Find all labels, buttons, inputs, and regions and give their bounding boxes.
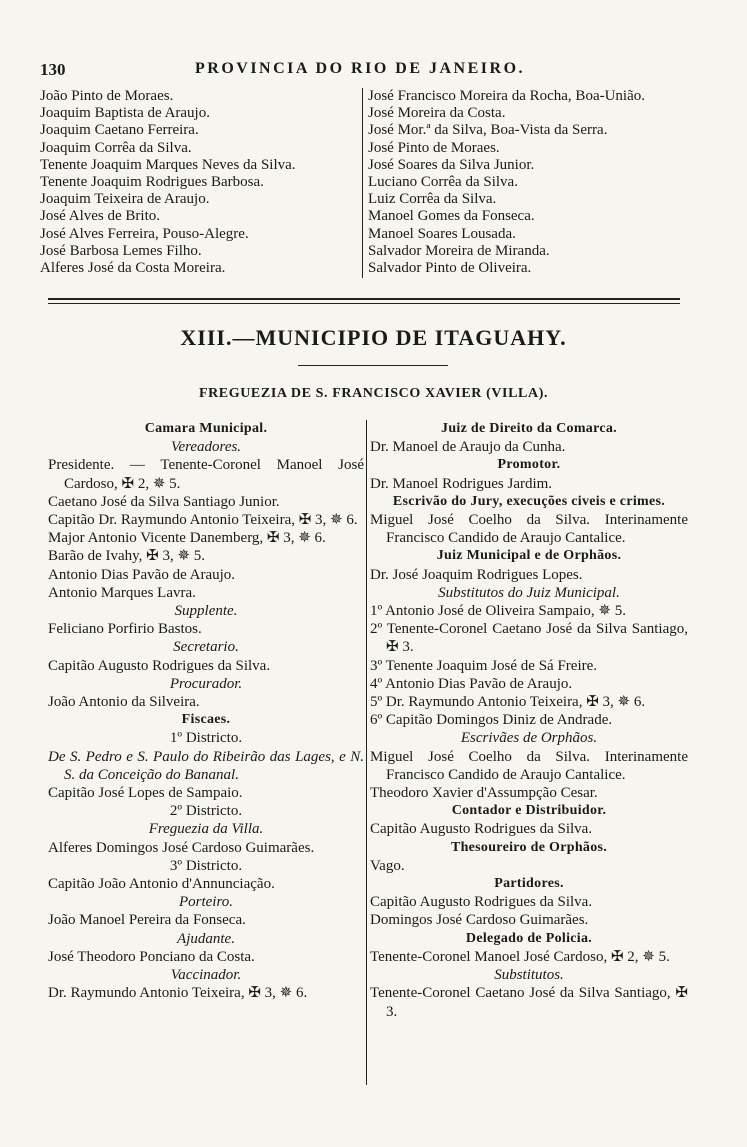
- name-entry: João Pinto de Moraes.: [40, 88, 174, 104]
- name-entry: Capitão Augusto Rodrigues da Silva.: [370, 894, 593, 911]
- office-heading: Escrivão do Jury, execuções civeis e crimes.: [392, 493, 666, 509]
- name-entry: 3º Tenente Joaquim José de Sá Freire.: [370, 657, 598, 674]
- name-entry: Domingos José Cardoso Guimarães.: [370, 912, 589, 929]
- office-heading: Delegado de Policia.: [465, 930, 593, 946]
- name-entry: Alferes José da Costa Moreira.: [40, 260, 226, 277]
- name-entry: Presidente. — Tenente-Coronel Manoel José Cardoso, ✠ 2, ✵ 5.: [48, 457, 364, 492]
- name-entry: De S. Pedro e S. Paulo do Ribeirão das Lages, e N. S. da Conceição do Bananal.: [48, 748, 364, 783]
- name-entry: 2º Tenente-Coronel Caetano José da Silva Santiago, ✠ 3.: [370, 621, 688, 656]
- name-entry: José Soares da Silva Junior.: [368, 156, 535, 173]
- name-entry: Joaquim Baptista de Araujo.: [40, 105, 210, 122]
- name-entry: José Mor.ª da Silva, Boa-Vista da Serra.: [368, 122, 608, 139]
- name-entry: Dr. José Joaquim Rodrigues Lopes.: [370, 566, 583, 583]
- name-entry: Joaquim Corrêa da Silva.: [40, 139, 192, 156]
- name-entry: Dr. Manoel Rodrigues Jardim.: [370, 475, 553, 492]
- name-entry: José Alves Ferreira, Pouso-Alegre.: [40, 225, 249, 242]
- column-divider-main: [366, 420, 367, 1085]
- name-entry: Capitão João Antonio d'Annunciação.: [48, 876, 275, 893]
- name-entry: Barão de Ivahy, ✠ 3, ✵ 5.: [48, 548, 206, 565]
- name-entry: Salvador Pinto de Oliveira.: [368, 260, 532, 277]
- role-subheading: Vereadores.: [170, 439, 242, 456]
- name-entry: Tenente Joaquim Marques Neves da Silva.: [40, 156, 296, 173]
- section-rule: [298, 365, 448, 366]
- role-subheading: Ajudante.: [177, 930, 235, 947]
- role-subheading: Freguezia da Villa.: [148, 821, 264, 838]
- role-subheading: 3º Districto.: [169, 857, 243, 874]
- role-subheading: Escrivães de Orphãos.: [460, 730, 598, 747]
- name-entry: Dr. Manoel de Araujo da Cunha.: [370, 439, 566, 456]
- role-subheading: Procurador.: [169, 675, 243, 692]
- page-number: 130: [40, 60, 66, 79]
- office-heading: Camara Municipal.: [144, 421, 268, 436]
- role-subheading: Substitutos do Juiz Municipal.: [438, 584, 620, 601]
- office-heading: Partidores.: [494, 876, 564, 892]
- running-head: PROVINCIA DO RIO DE JANEIRO.: [194, 60, 526, 77]
- name-entry: Tenente-Coronel Caetano José da Silva Santiago, ✠ 3.: [370, 985, 688, 1020]
- name-entry: José Theodoro Ponciano da Costa.: [48, 948, 255, 965]
- role-subheading: 1º Districto.: [169, 730, 243, 747]
- name-entry: José Barbosa Lemes Filho.: [40, 242, 202, 259]
- column-divider-top: [362, 88, 363, 278]
- role-subheading: Supplente.: [174, 603, 238, 620]
- freguezia-title: FREGUEZIA DE S. FRANCISCO XAVIER (VILLA).: [198, 386, 549, 401]
- name-entry: Miguel José Coelho da Silva. Interinamente Francisco Candido de Araujo Cantalice.: [370, 512, 688, 547]
- top-right-name-list: [368, 88, 688, 277]
- name-entry: 4º Antonio Dias Pavão de Araujo.: [370, 675, 573, 692]
- name-entry: 5º Dr. Raymundo Antonio Teixeira, ✠ 3, ✵ 6.: [370, 694, 646, 711]
- name-entry: José Francisco Moreira da Rocha, Boa-União.: [368, 88, 646, 104]
- office-heading: Fiscaes.: [181, 712, 231, 728]
- role-subheading: Secretario.: [173, 639, 239, 656]
- office-heading: Contador e Distribuidor.: [451, 803, 607, 819]
- name-entry: Capitão Augusto Rodrigues da Silva.: [370, 821, 593, 838]
- double-rule-top: [48, 298, 680, 300]
- name-entry: Miguel José Coelho da Silva. Interinamente Francisco Candido de Araujo Cantalice.: [370, 748, 688, 783]
- office-heading: Thesoureiro de Orphãos.: [450, 839, 608, 855]
- name-entry: Joaquim Caetano Ferreira.: [40, 122, 199, 139]
- name-entry: Salvador Moreira de Miranda.: [368, 242, 550, 259]
- page-header: [40, 60, 680, 82]
- name-entry: 6º Capitão Domingos Diniz de Andrade.: [370, 712, 613, 729]
- name-entry: Luiz Corrêa da Silva.: [368, 191, 497, 208]
- name-entry: Dr. Raymundo Antonio Teixeira, ✠ 3, ✵ 6.: [48, 985, 308, 1002]
- name-entry: Luciano Corrêa da Silva.: [368, 174, 518, 191]
- name-entry: Vago.: [370, 857, 405, 874]
- name-entry: Feliciano Porfirio Bastos.: [48, 621, 202, 638]
- name-entry: Theodoro Xavier d'Assumpção Cesar.: [370, 785, 598, 802]
- name-entry: Capitão Dr. Raymundo Antonio Teixeira, ✠ 3, ✵ 6.: [48, 512, 358, 529]
- name-entry: Antonio Marques Lavra.: [48, 584, 196, 601]
- name-entry: Alferes Domingos José Cardoso Guimarães.: [48, 839, 315, 856]
- office-heading: Promotor.: [497, 457, 561, 473]
- name-entry: João Antonio da Silveira.: [48, 694, 200, 711]
- name-entry: José Moreira da Costa.: [368, 105, 506, 122]
- name-entry: Manoel Gomes da Fonseca.: [368, 208, 535, 225]
- right-column: [370, 420, 688, 1021]
- name-entry: Joaquim Teixeira de Araujo.: [40, 191, 210, 208]
- name-entry: Tenente Joaquim Rodrigues Barbosa.: [40, 174, 264, 191]
- top-left-name-list: [40, 88, 360, 277]
- office-heading: Juiz Municipal e de Orphãos.: [436, 548, 622, 564]
- name-entry: Manoel Soares Lousada.: [368, 225, 516, 242]
- name-entry: Caetano José da Silva Santiago Junior.: [48, 493, 280, 510]
- office-heading: Juiz de Direito da Comarca.: [441, 421, 617, 436]
- name-entry: 1º Antonio José de Oliveira Sampaio, ✵ 5.: [370, 603, 626, 620]
- role-subheading: Substitutos.: [494, 967, 564, 984]
- role-subheading: 2º Districto.: [169, 803, 243, 820]
- role-subheading: Porteiro.: [178, 894, 234, 911]
- name-entry: Capitão Augusto Rodrigues da Silva.: [48, 657, 271, 674]
- role-subheading: Vaccinador.: [170, 967, 242, 984]
- name-entry: José Alves de Brito.: [40, 208, 160, 225]
- double-rule-bottom: [48, 303, 680, 304]
- name-entry: Tenente-Coronel Manoel José Cardoso, ✠ 2, ✵ 5.: [370, 948, 670, 965]
- name-entry: Major Antonio Vicente Danemberg, ✠ 3, ✵ 6.: [48, 530, 326, 547]
- left-column: [48, 420, 364, 1003]
- name-entry: Capitão José Lopes de Sampaio.: [48, 785, 243, 802]
- name-entry: José Pinto de Moraes.: [368, 139, 500, 156]
- name-entry: Antonio Dias Pavão de Araujo.: [48, 566, 236, 583]
- section-title: XIII.—MUNICIPIO DE ITAGUAHY.: [180, 325, 567, 350]
- name-entry: João Manoel Pereira da Fonseca.: [48, 912, 246, 929]
